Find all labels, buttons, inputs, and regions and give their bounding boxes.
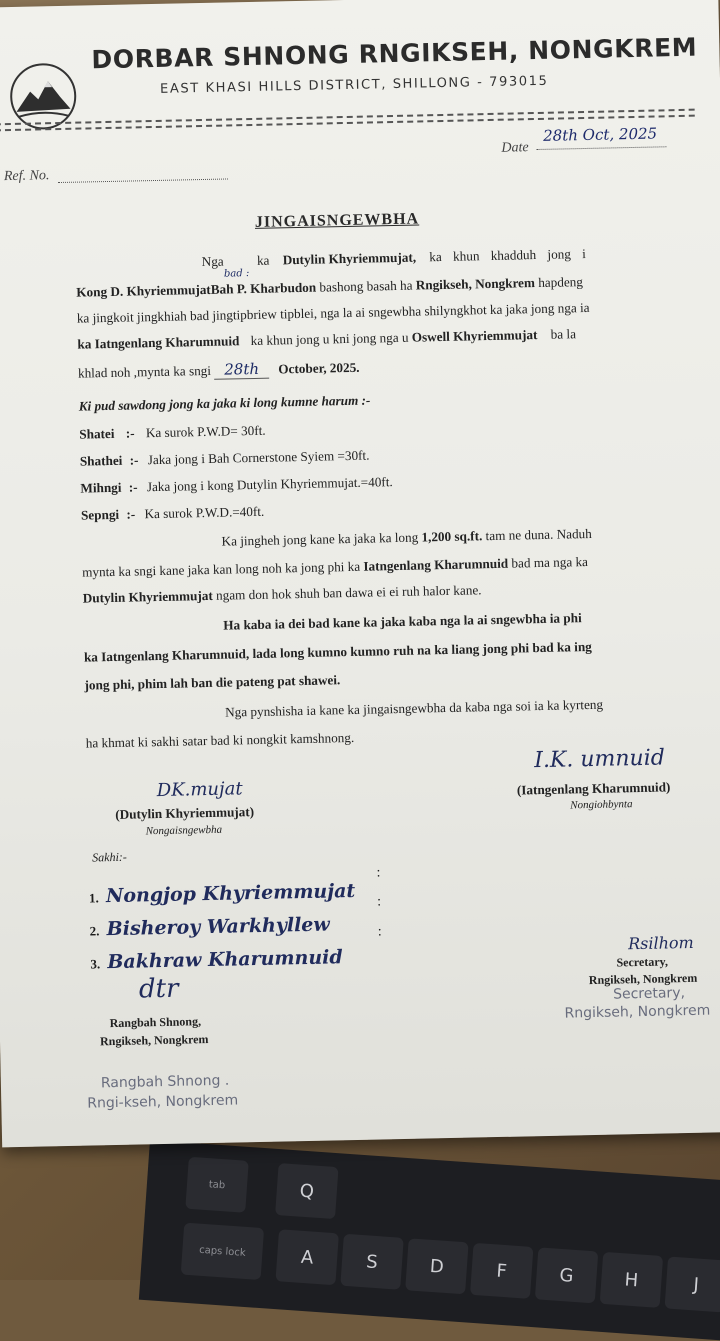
organization-title: DORBAR SHNONG RNGIKSEH, NONGKREM bbox=[91, 32, 698, 75]
handwritten-day: 28th bbox=[214, 360, 269, 380]
para2-line3 bbox=[83, 583, 482, 605]
para1-name: Oswell Khyriemmujat bbox=[411, 327, 538, 345]
boundary-text: Jaka jong i Bah Cornerstone Syiem =30ft. bbox=[147, 447, 370, 468]
recipient-name: (Iatngenlang Kharumnuid) bbox=[516, 779, 671, 798]
rangbah-place: Rngikseh, Nongkrem bbox=[99, 1032, 209, 1049]
key-h: H bbox=[600, 1252, 663, 1308]
secretary-stamp-line2: Rngikseh, Nongkrem bbox=[564, 1002, 711, 1022]
witness-row bbox=[89, 914, 330, 941]
date-label: Date bbox=[501, 140, 529, 156]
para2-text: Ka jingheh jong kane ka jaka ka long bbox=[221, 529, 419, 549]
para1-text: khlad noh ,mynta ka sngi bbox=[77, 362, 212, 381]
ref-line bbox=[58, 178, 228, 183]
para1-line4 bbox=[77, 327, 576, 351]
rangbah-title: Rangbah Shnong, bbox=[109, 1014, 202, 1031]
secretary-stamp-line1: Secretary, bbox=[612, 985, 686, 1003]
witness-row bbox=[89, 880, 356, 908]
para2-area: 1,200 sq.ft. bbox=[421, 528, 483, 545]
witness-number: 1. bbox=[88, 890, 99, 906]
para1-name: ka Iatngenlang Kharumnuid bbox=[77, 333, 240, 352]
witness-signature: Bakhraw Kharumnuid bbox=[107, 946, 343, 974]
para1-date: October, 2025. bbox=[278, 359, 360, 377]
ref-label: Ref. No. bbox=[3, 168, 50, 185]
para2-name: Dutylin Khyriemmujat bbox=[82, 587, 213, 606]
secretary-place: Rngikseh, Nongkrem bbox=[588, 970, 698, 988]
witness-number: 3. bbox=[90, 956, 101, 972]
para1-text: Nga bbox=[201, 253, 224, 270]
para1-text: ka khun jong u kni jong nga u bbox=[250, 329, 409, 349]
handwritten-insert: bad : bbox=[223, 268, 250, 280]
key-f: F bbox=[470, 1243, 533, 1299]
boundary-direction: Mihngi bbox=[80, 479, 122, 496]
para2-text: tam ne duna. Naduh bbox=[485, 525, 592, 544]
para3-line2: ka Iatngenlang Kharumnuid, lada long kumno kumno ruh na ka liang jong phi bad ka ing bbox=[83, 638, 592, 665]
para1-line5 bbox=[78, 360, 360, 381]
witness-signature: Bisheroy Warkhyllew bbox=[106, 913, 330, 941]
secretary-title: Secretary, bbox=[616, 954, 669, 970]
para4-line2: ha khmat ki sakhi satar bad ki nongkit kamshnong. bbox=[85, 729, 355, 751]
boundary-text: Ka surok P.W.D.=40ft. bbox=[144, 503, 265, 522]
para1-text: bashong basah ha bbox=[319, 277, 413, 295]
para1-text: ba la bbox=[550, 326, 577, 342]
key-j: J bbox=[665, 1256, 720, 1312]
donor-role: Nongaisngewbha bbox=[145, 823, 223, 838]
para2-line2 bbox=[82, 555, 588, 579]
boundary-row bbox=[80, 475, 393, 495]
para2-name: Iatngenlang Kharumnuid bbox=[363, 555, 509, 574]
para2-text: bad ma nga ka bbox=[511, 554, 589, 571]
key-d: D bbox=[405, 1238, 468, 1294]
rangbah-stamp-line2: Rngi-kseh, Nongkrem bbox=[87, 1092, 239, 1112]
para1-text: ka bbox=[256, 252, 270, 268]
para1-name: Kong D. KhyriemmujatBah P. Kharbudon bbox=[76, 279, 317, 300]
boundary-direction: Shathei bbox=[79, 452, 123, 469]
boundary-row bbox=[80, 449, 370, 468]
donor-name: (Dutylin Khyriemmujat) bbox=[115, 804, 255, 822]
para4-line1: Nga pynshisha ia kane ka jingaisngewbha da kaba nga soi ia ka kyrteng bbox=[225, 696, 604, 720]
boundary-separator: :- bbox=[125, 425, 135, 441]
witness-colon: : bbox=[377, 894, 382, 910]
date-value: 28th Oct, 2025 bbox=[542, 124, 658, 145]
document-title: JINGAISNGEWBHA bbox=[254, 210, 420, 231]
para1-line2 bbox=[76, 275, 583, 299]
organization-subtitle: EAST KHASI HILLS DISTRICT, SHILLONG - 793015 bbox=[159, 73, 549, 97]
para1-name: Dutylin Khyriemmujat, bbox=[282, 249, 417, 268]
key-s: S bbox=[340, 1234, 403, 1290]
recipient-role: Nongiohbynta bbox=[570, 798, 633, 812]
witness-label: Sakhi:- bbox=[92, 849, 127, 865]
key-caps-lock: caps lock bbox=[181, 1223, 264, 1280]
rangbah-stamp-line1: Rangbah Shnong . bbox=[100, 1072, 230, 1092]
para1-text: hapdeng bbox=[538, 274, 584, 290]
para1-line1 bbox=[202, 247, 586, 268]
para1-text: ka khun khadduh jong i bbox=[429, 245, 587, 265]
para2-text: mynta ka sngi kane jaka kan long noh ka jong phi ka bbox=[82, 558, 361, 580]
boundary-direction: Shatei bbox=[79, 425, 115, 442]
recipient-signature: I.K. umnuid bbox=[533, 745, 666, 774]
donor-signature: DK.mujat bbox=[156, 778, 243, 802]
witness-number: 2. bbox=[89, 923, 100, 939]
rangbah-signature: dtr bbox=[138, 973, 179, 1005]
key-tab: tab bbox=[185, 1157, 248, 1213]
boundary-text: Ka surok P.W.D= 30ft. bbox=[145, 422, 266, 441]
witness-colon: : bbox=[377, 924, 382, 940]
boundary-separator: :- bbox=[126, 506, 136, 522]
witness-row bbox=[90, 946, 343, 973]
boundary-separator: :- bbox=[129, 452, 139, 468]
para3-line3: jong phi, phim lah ban die pateng pat shawei. bbox=[84, 672, 341, 693]
boundary-separator: :- bbox=[128, 479, 138, 495]
para2-text: ngam don hok shuh ban dawa ei ei ruh halor kane. bbox=[215, 582, 482, 603]
boundary-direction: Sepngi bbox=[80, 506, 120, 523]
witness-signature: Nongjop Khyriemmujat bbox=[105, 879, 356, 908]
witness-colon: : bbox=[376, 865, 381, 881]
para3-line1: Ha kaba ia dei bad kane ka jaka kaba nga la ai sngewbha ia phi bbox=[223, 610, 582, 633]
key-q: Q bbox=[275, 1163, 338, 1219]
secretary-signature: Rsilhom bbox=[627, 932, 694, 954]
para1-line3: ka jingkoit jingkhiah bad jingtipbriew tipblei, nga la ai sngewbha shilyngkhot ka jaka jong nga ia bbox=[76, 299, 590, 326]
boundary-text: Jaka jong i kong Dutylin Khyriemmujat.=40ft. bbox=[146, 474, 393, 495]
para2-line1 bbox=[221, 527, 591, 548]
boundaries-heading: Ki pud sawdong jong ka jaka ki long kumne harum :- bbox=[78, 392, 371, 414]
date-line bbox=[536, 146, 666, 150]
key-g: G bbox=[535, 1247, 598, 1303]
boundary-row bbox=[79, 424, 266, 441]
key-a: A bbox=[275, 1229, 338, 1285]
boundary-row bbox=[81, 505, 265, 522]
para1-place: Rngikseh, Nongkrem bbox=[415, 275, 536, 293]
